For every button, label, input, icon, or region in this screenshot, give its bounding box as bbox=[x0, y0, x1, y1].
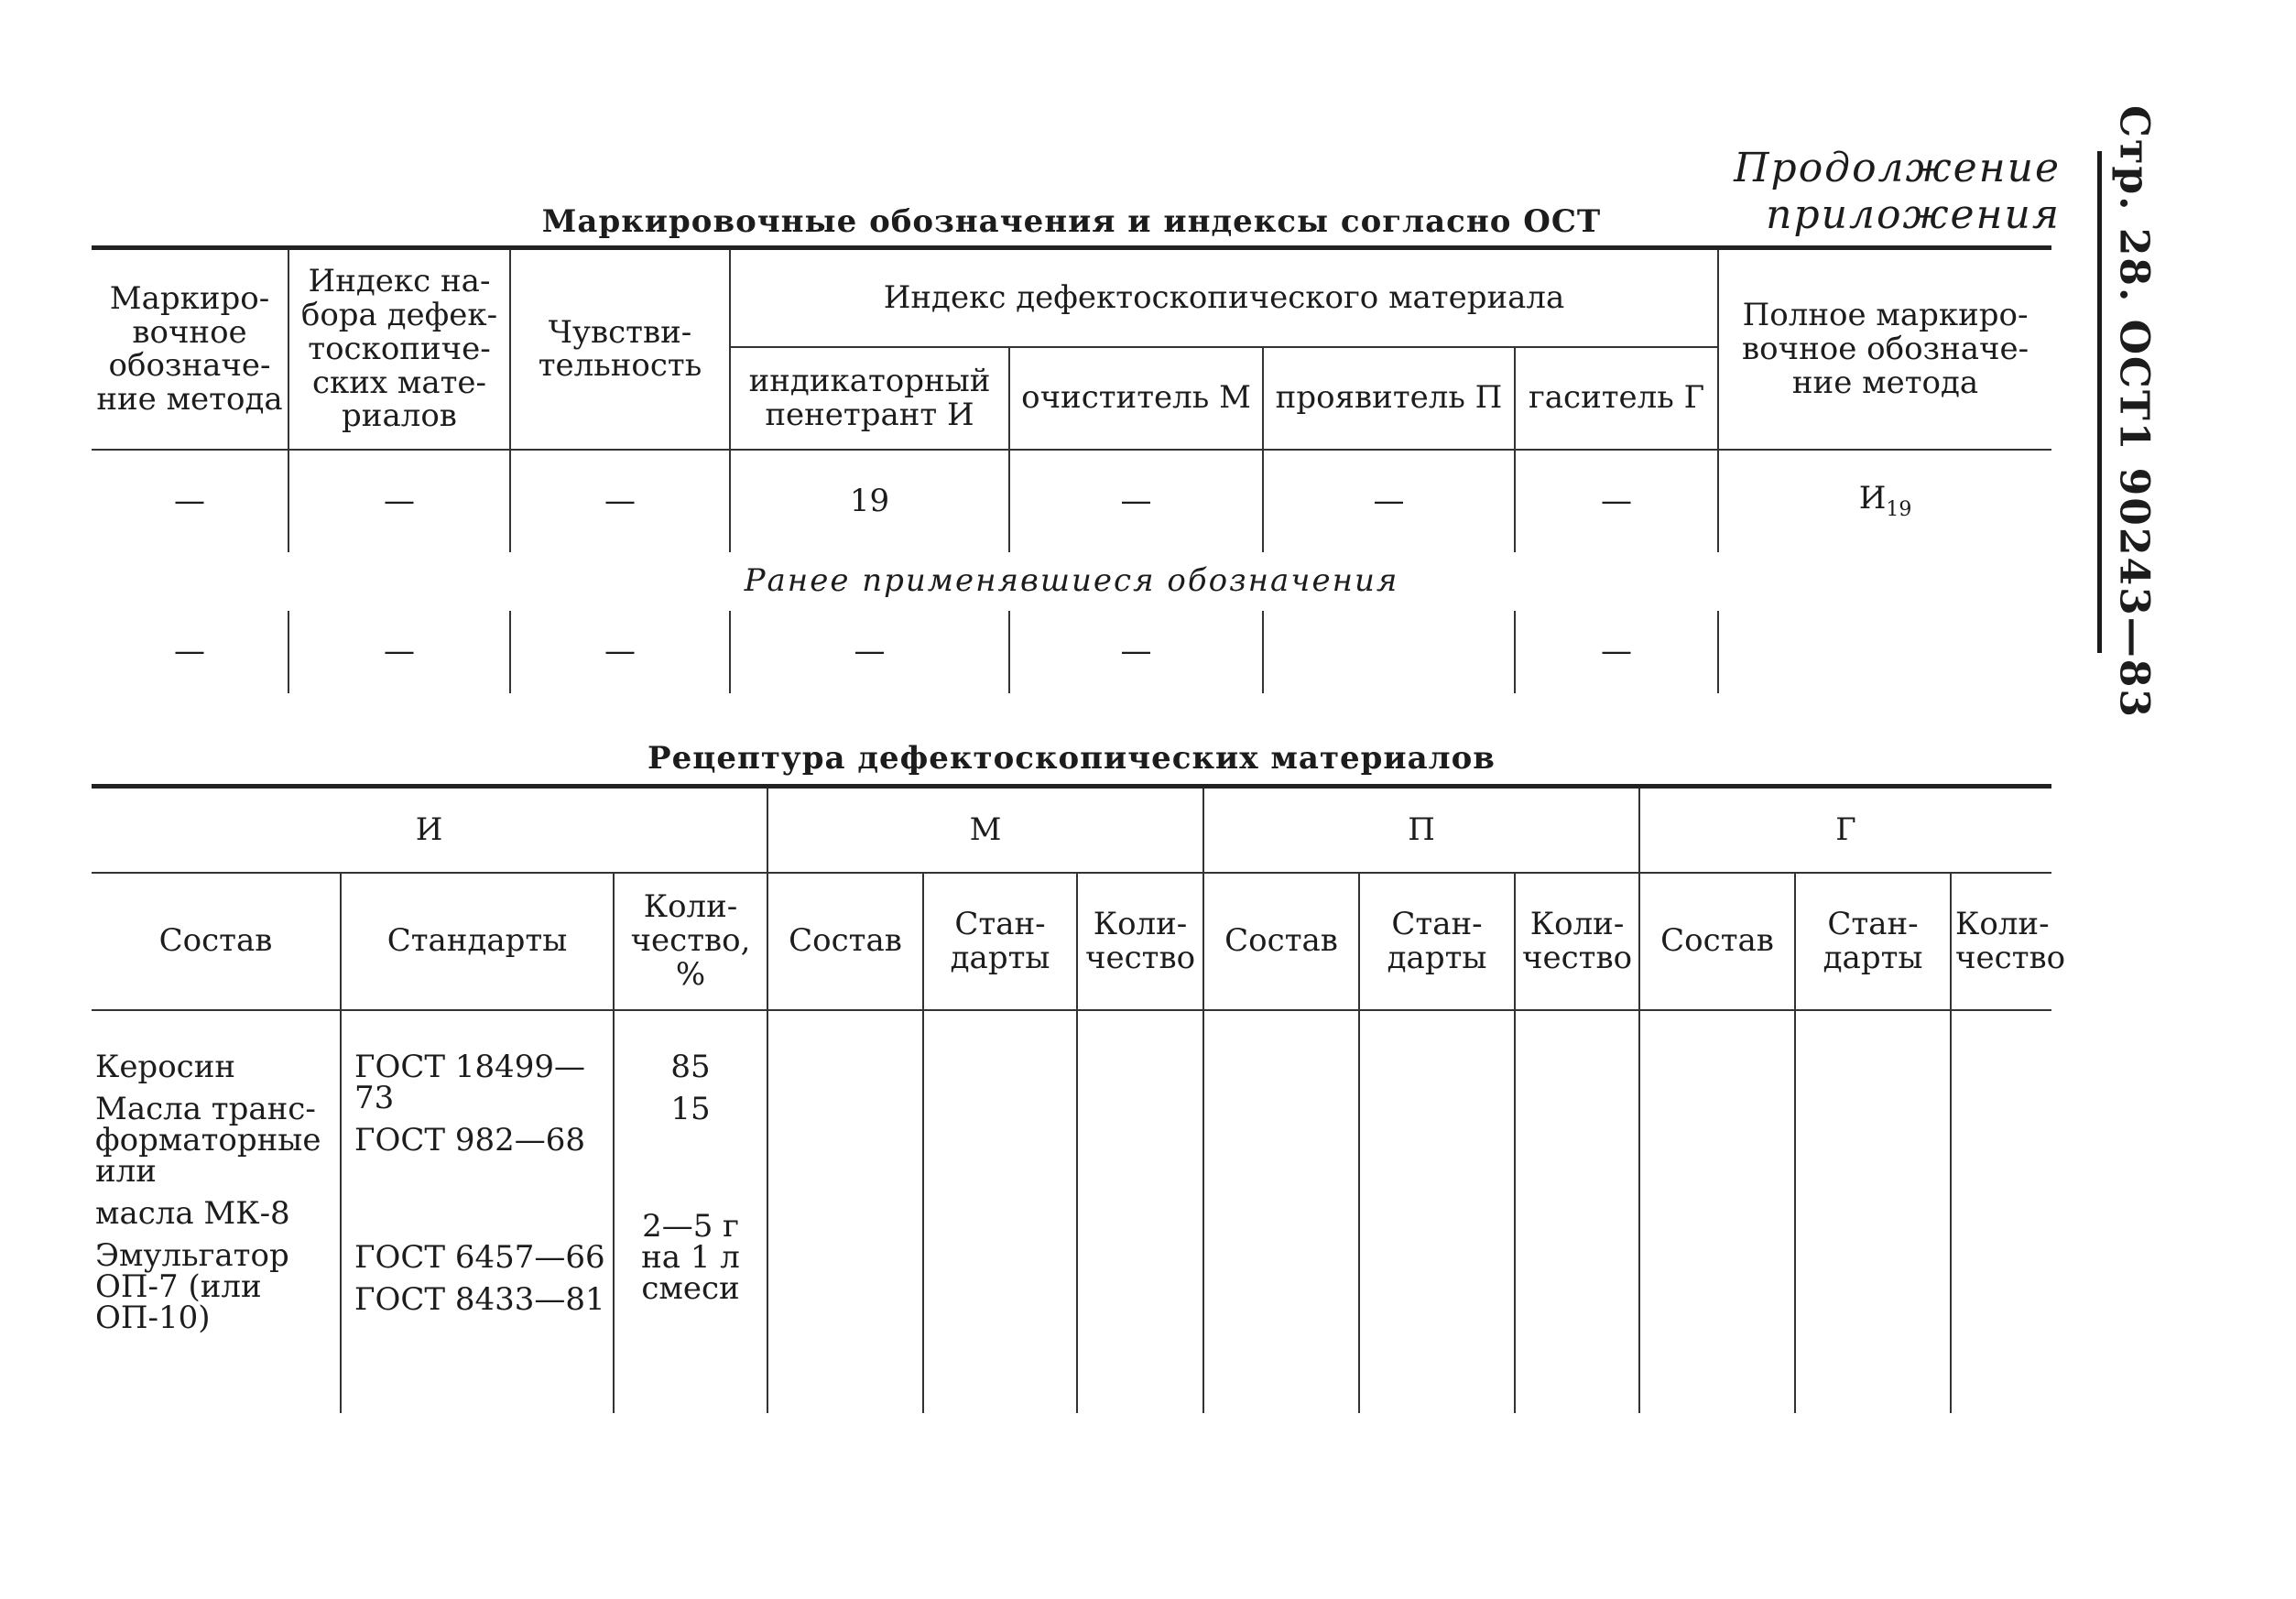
composition-transformer-oil: Масла транс- форматорные или bbox=[95, 1090, 321, 1190]
sub-i-standards: Стандарты bbox=[341, 873, 614, 1010]
header-marking: Маркиро- вочное обозначе- ние метода bbox=[92, 248, 288, 450]
prev-cell-sensitivity: — bbox=[510, 611, 730, 693]
m-standards-cell bbox=[923, 1010, 1077, 1413]
prev-cell-full-marking bbox=[1718, 611, 2051, 693]
sub-i-composition: Состав bbox=[92, 873, 341, 1010]
recipe-composition-column bbox=[92, 1010, 341, 1413]
quantity-transformer-oil: 15 bbox=[670, 1090, 711, 1127]
prev-cell-quencher: — bbox=[1515, 611, 1718, 693]
header-quencher: гаситель Г bbox=[1515, 347, 1718, 450]
standard-emulsifier: ГОСТ 8433—81 bbox=[354, 1280, 605, 1318]
quantity-kerosene: 85 bbox=[670, 1048, 711, 1085]
page-reference bbox=[2106, 105, 2161, 719]
prev-cell-developer bbox=[1263, 611, 1515, 693]
standard-transformer-oil: ГОСТ 982—68 bbox=[354, 1121, 586, 1158]
cell-indicator: 19 bbox=[730, 450, 1009, 552]
page-reference-text: Стр. 28. ОСТ1 90243—83 bbox=[2110, 105, 2158, 719]
header-material-index: Индекс дефектоскопического материала bbox=[730, 248, 1718, 347]
prev-cell-marking: — bbox=[92, 611, 288, 693]
standard-mk8-oil: ГОСТ 6457—66 bbox=[354, 1238, 605, 1276]
group-i: И bbox=[92, 787, 767, 873]
prev-cell-kit-index: — bbox=[288, 611, 510, 693]
cell-marking: — bbox=[92, 450, 288, 552]
cell-sensitivity: — bbox=[510, 450, 730, 552]
continuation-label: Продолжение приложения bbox=[1734, 145, 2061, 238]
group-p: П bbox=[1203, 787, 1639, 873]
sidebar-rule bbox=[2097, 151, 2102, 653]
group-g: Г bbox=[1639, 787, 2051, 873]
g-quantity-cell bbox=[1951, 1010, 2051, 1413]
sub-i-quantity: Коли- чество, % bbox=[614, 873, 767, 1010]
sub-m-quantity: Коли- чество bbox=[1077, 873, 1203, 1010]
header-sensitivity: Чувстви- тельность bbox=[510, 248, 730, 450]
sub-p-standards: Стан- дарты bbox=[1359, 873, 1515, 1010]
sub-g-composition: Состав bbox=[1639, 873, 1795, 1010]
prev-cell-cleaner: — bbox=[1009, 611, 1263, 693]
sub-g-quantity: Коли- чество bbox=[1951, 873, 2051, 1010]
recipe-table bbox=[92, 784, 2066, 1413]
recipe-quantity-column bbox=[614, 1010, 767, 1413]
p-composition-cell bbox=[1203, 1010, 1359, 1413]
g-standards-cell bbox=[1795, 1010, 1951, 1413]
table1-title: Маркировочные обозначения и индексы согласно ОСТ bbox=[541, 203, 1602, 240]
quantity-emulsifier: 2—5 г на 1 л смеси bbox=[641, 1207, 740, 1307]
composition-kerosene: Керосин bbox=[95, 1048, 236, 1085]
header-cleaner: очиститель М bbox=[1009, 347, 1263, 450]
cell-kit-index: — bbox=[288, 450, 510, 552]
sub-m-composition: Состав bbox=[767, 873, 923, 1010]
header-indicator: индикаторный пенетрант И bbox=[730, 347, 1009, 450]
header-kit-index: Индекс на- бора дефек- тоскопиче- ских мате- риалов bbox=[288, 248, 510, 450]
sub-m-standards: Стан- дарты bbox=[923, 873, 1077, 1010]
header-full-marking: Полное маркиро- вочное обозначе- ние метода bbox=[1718, 248, 2051, 450]
prev-cell-indicator: — bbox=[730, 611, 1009, 693]
group-m: М bbox=[767, 787, 1203, 873]
composition-emulsifier: Эмульгатор ОП-7 (или ОП-10) bbox=[95, 1236, 289, 1336]
sub-g-standards: Стан- дарты bbox=[1795, 873, 1951, 1010]
p-standards-cell bbox=[1359, 1010, 1515, 1413]
cell-developer: — bbox=[1263, 450, 1515, 552]
cell-full-marking: $И_{19}$ bbox=[1718, 450, 2051, 552]
composition-mk8-oil: масла МК-8 bbox=[95, 1194, 290, 1232]
cell-cleaner: — bbox=[1009, 450, 1263, 552]
previous-designations-note: Ранее применявшиеся обозначения bbox=[744, 562, 1399, 600]
table2-title: Рецептура дефектоскопических материалов bbox=[647, 740, 1496, 777]
m-quantity-cell bbox=[1077, 1010, 1203, 1413]
p-quantity-cell bbox=[1515, 1010, 1639, 1413]
header-developer: проявитель П bbox=[1263, 347, 1515, 450]
recipe-standards-column bbox=[341, 1010, 614, 1413]
g-composition-cell bbox=[1639, 1010, 1795, 1413]
sub-p-quantity: Коли- чество bbox=[1515, 873, 1639, 1010]
marking-table bbox=[92, 245, 2051, 693]
m-composition-cell bbox=[767, 1010, 923, 1413]
cell-quencher: — bbox=[1515, 450, 1718, 552]
sub-p-composition: Состав bbox=[1203, 873, 1359, 1010]
standard-kerosene: ГОСТ 18499—73 bbox=[354, 1048, 586, 1116]
